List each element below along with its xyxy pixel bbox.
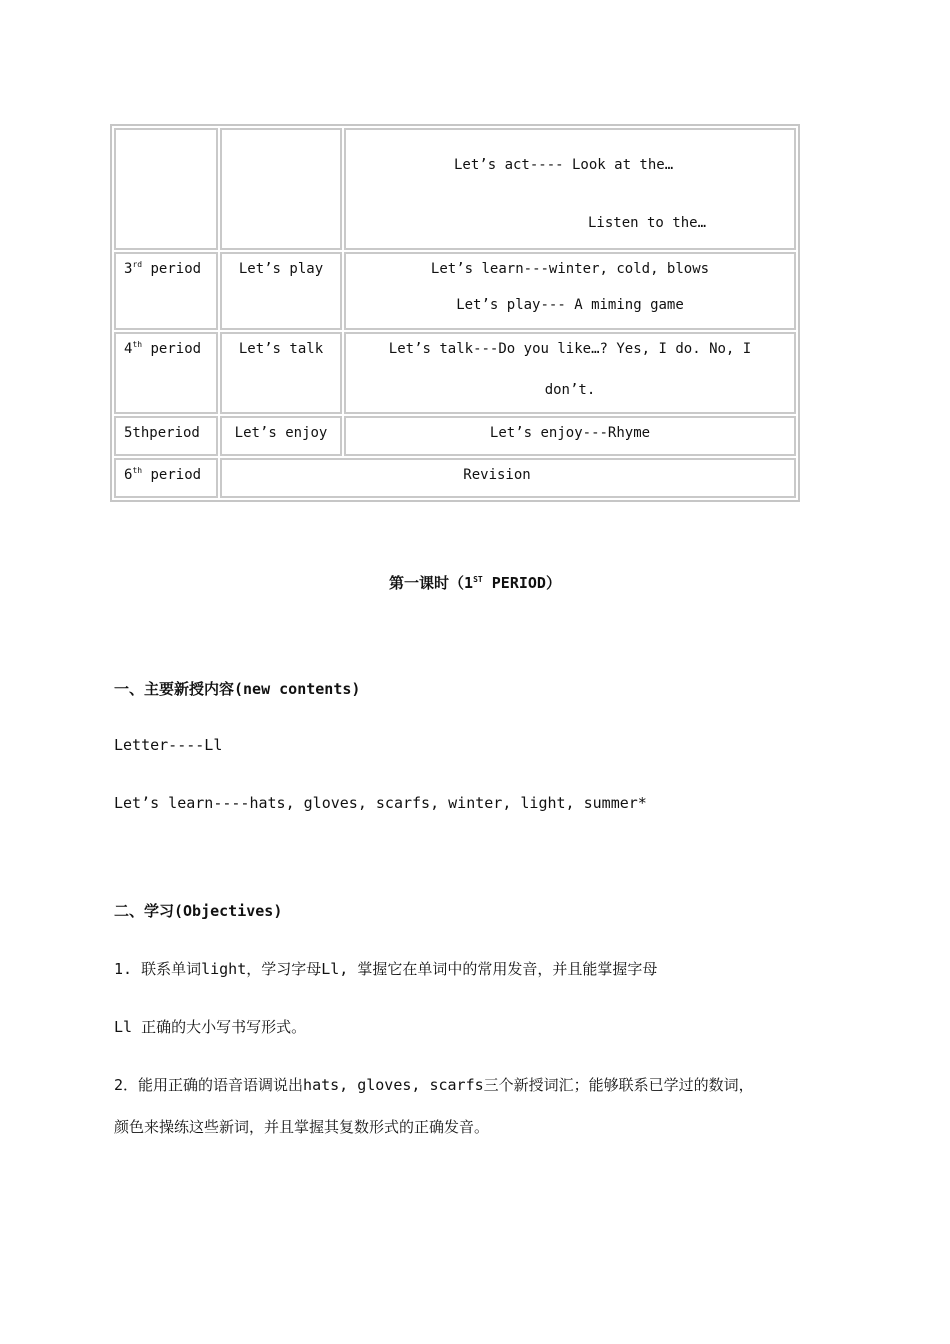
table-row [114, 416, 796, 456]
content-line: Let’s talk---Do you like…? Yes, I do. No, I [388, 341, 752, 357]
content-cell: Revision [220, 458, 796, 498]
period-cell: 5thperiod [114, 416, 218, 456]
paragraph: Letter----Ll [114, 736, 223, 754]
table-row [114, 128, 796, 250]
paragraph: 2．能用正确的语音语调说出hats, gloves, scarfs三个新授词汇；能够联系已学过的数词， [114, 1076, 754, 1094]
section-cell: Let’s talk [220, 332, 342, 414]
period-cell: 4th period [114, 332, 218, 414]
section-cell: Let’s enjoy [220, 416, 342, 456]
table-row [114, 458, 796, 498]
content-cell [344, 128, 796, 250]
paragraph: Let’s learn----hats, gloves, scarfs, winter, light, summer* [114, 794, 647, 812]
paragraph: 颜色来操练这些新词，并且掌握其复数形式的正确发音。 [114, 1118, 490, 1136]
table-row [114, 252, 796, 330]
section-cell: Let’s play [220, 252, 342, 330]
content-cell: Let’s enjoy---Rhyme [344, 416, 796, 456]
period-cell: 3rd period [114, 252, 218, 330]
paragraph: Ll 正确的大小写书写形式。 [114, 1018, 307, 1036]
table-row [114, 332, 796, 414]
content-line: Let’s play--- A miming game [456, 297, 684, 313]
content-line: Let’s act---- Look at the… [454, 157, 674, 173]
content-line: Let’s learn---winter, cold, blows [430, 261, 710, 277]
content-line: Listen to the… [588, 215, 707, 231]
content-cell [344, 252, 796, 330]
section-cell [220, 128, 342, 250]
schedule-table [110, 124, 800, 502]
paragraph: 1. 联系单词light，学习字母Ll, 掌握它在单词中的常用发音，并且能掌握字母 [114, 960, 658, 978]
period-cell: 6th period [114, 458, 218, 498]
section-heading: 一、主要新授内容(new contents) [114, 680, 361, 698]
page-title: 第一课时（1ST PERIOD） [389, 574, 561, 592]
content-line: don’t. [544, 382, 596, 398]
content-cell [344, 332, 796, 414]
period-cell [114, 128, 218, 250]
section-heading: 二、学习(Objectives) [114, 902, 283, 920]
